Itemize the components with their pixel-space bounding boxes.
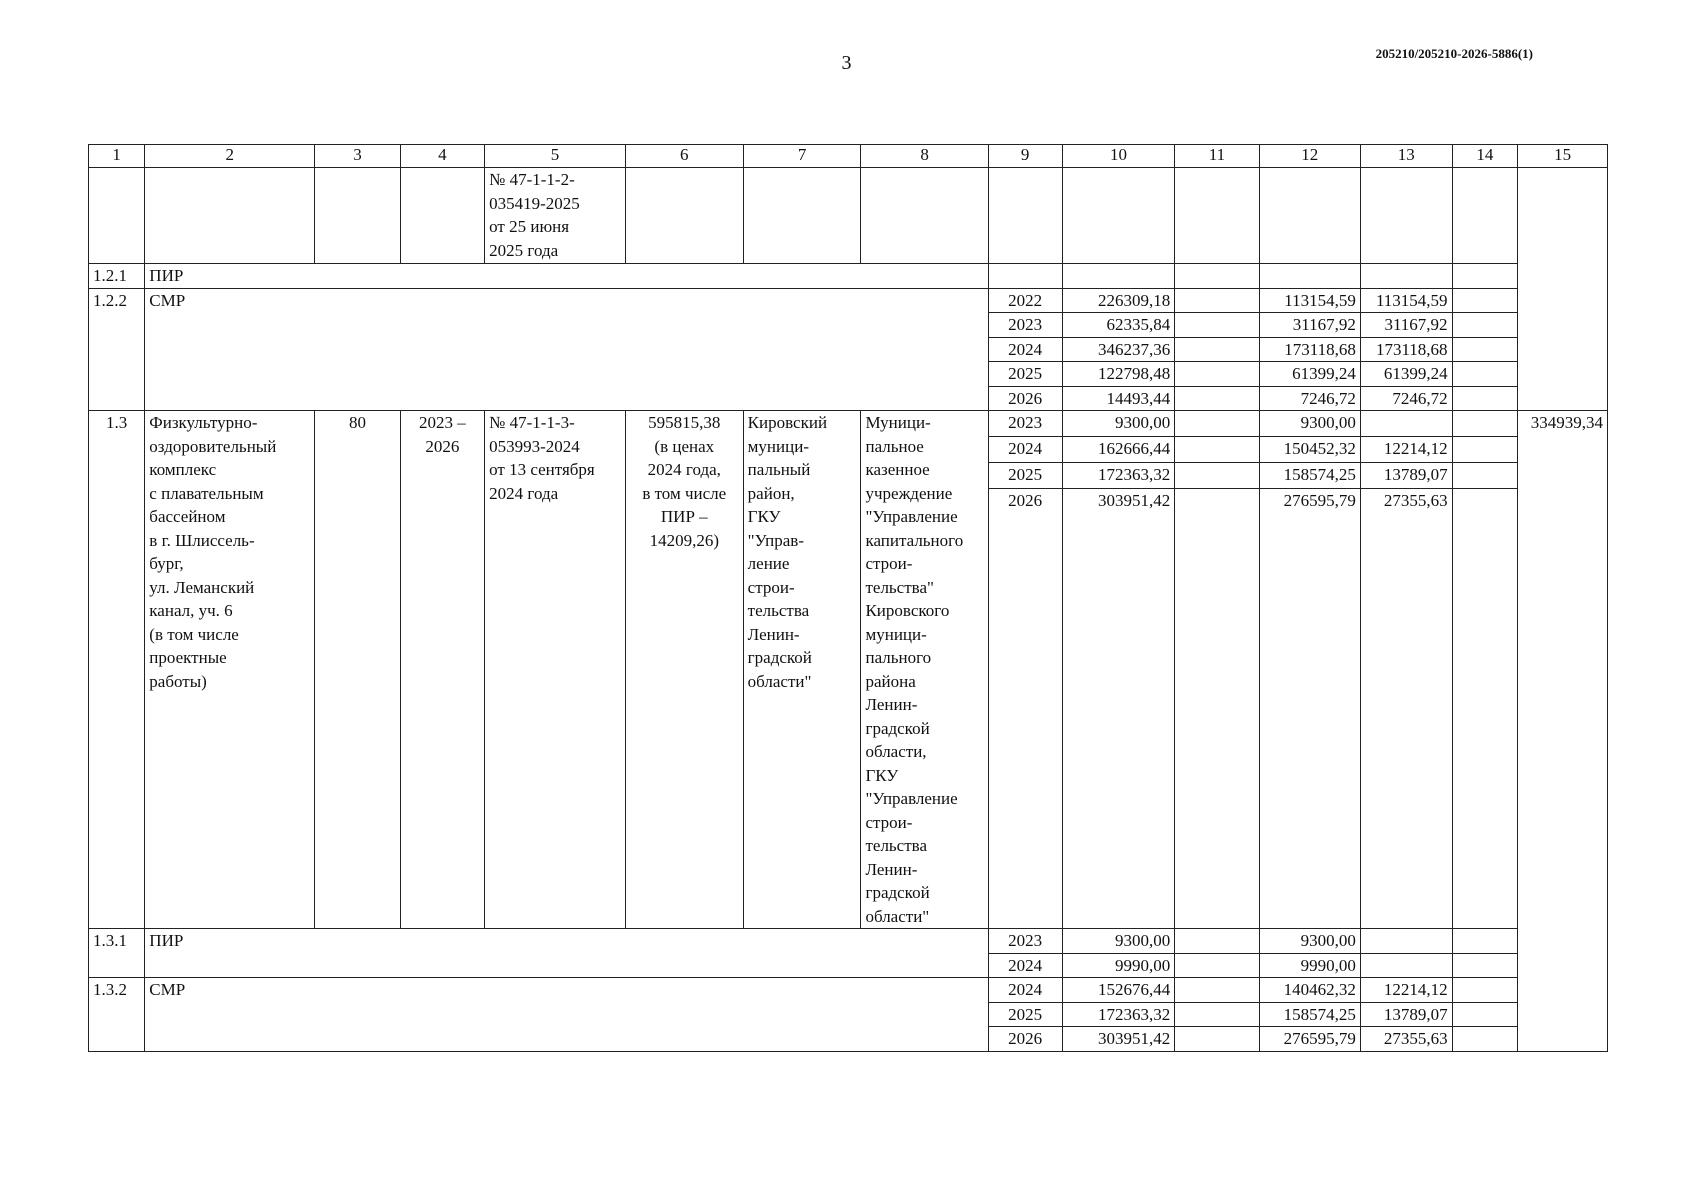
year-cell: 2024 — [988, 953, 1062, 978]
amount-cell: 140462,32 — [1259, 978, 1360, 1003]
year-cell: 2023 — [988, 411, 1062, 437]
amount-cell: 31167,92 — [1259, 313, 1360, 338]
period-cell: 2023 – 2026 — [400, 411, 484, 929]
amount-cell: 9990,00 — [1062, 953, 1175, 978]
row-name: СМР — [145, 978, 988, 1052]
col-header: 6 — [625, 145, 743, 168]
amount-cell: 158574,25 — [1259, 463, 1360, 489]
amount-cell: 303951,42 — [1062, 489, 1175, 929]
row-number: 1.3.1 — [89, 929, 145, 978]
row-number: 1.2.1 — [89, 264, 145, 289]
row-name: ПИР — [145, 264, 988, 289]
row-number: 1.3.2 — [89, 978, 145, 1052]
amount-cell: 173118,68 — [1360, 337, 1452, 362]
amount-cell: 7246,72 — [1360, 386, 1452, 411]
customer-cell: Кировский муници- пальный район, ГКУ "Управ- ление строи- тельства Ленин- градской области" — [743, 411, 861, 929]
amount-cell: 62335,84 — [1062, 313, 1175, 338]
table-row-1-3 — [89, 411, 1608, 437]
col-header: 15 — [1518, 145, 1608, 168]
amount-cell — [1360, 929, 1452, 954]
amount-cell: 172363,32 — [1062, 1002, 1175, 1027]
amount-cell: 13789,07 — [1360, 463, 1452, 489]
col15-total: 334939,34 — [1518, 411, 1608, 1052]
amount-cell: 27355,63 — [1360, 1027, 1452, 1052]
col-header: 10 — [1062, 145, 1175, 168]
amount-cell: 9300,00 — [1259, 929, 1360, 954]
table-row-1-3-2 — [89, 978, 1608, 1003]
capacity-cell: 80 — [315, 411, 400, 929]
col-header: 7 — [743, 145, 861, 168]
col-header: 14 — [1452, 145, 1518, 168]
amount-cell: 122798,48 — [1062, 362, 1175, 387]
object-name: Физкультурно- оздоровительный комплекс с плавательным бассейном в г. Шлиссель- бург, ул. Леманский канал, уч. 6 (в том числе проектные работы) — [145, 411, 315, 929]
year-cell: 2022 — [988, 288, 1062, 313]
page-number: 3 — [841, 52, 852, 74]
year-cell: 2024 — [988, 978, 1062, 1003]
year-cell: 2024 — [988, 437, 1062, 463]
col-header: 1 — [89, 145, 145, 168]
amount-cell: 276595,79 — [1259, 1027, 1360, 1052]
amount-cell: 152676,44 — [1062, 978, 1175, 1003]
amount-cell: 61399,24 — [1360, 362, 1452, 387]
amount-cell: 9300,00 — [1062, 411, 1175, 437]
col-header: 4 — [400, 145, 484, 168]
amount-cell — [1360, 953, 1452, 978]
col-header: 5 — [485, 145, 626, 168]
amount-cell: 9300,00 — [1259, 411, 1360, 437]
year-cell: 2026 — [988, 1027, 1062, 1052]
amount-cell: 303951,42 — [1062, 1027, 1175, 1052]
year-cell: 2025 — [988, 1002, 1062, 1027]
amount-cell: 150452,32 — [1259, 437, 1360, 463]
amount-cell: 9300,00 — [1062, 929, 1175, 954]
amount-cell: 113154,59 — [1360, 288, 1452, 313]
amount-cell: 61399,24 — [1259, 362, 1360, 387]
row-number: 1.2.2 — [89, 288, 145, 411]
amount-cell: 162666,44 — [1062, 437, 1175, 463]
col-header: 12 — [1259, 145, 1360, 168]
amount-cell: 226309,18 — [1062, 288, 1175, 313]
col15-empty — [1518, 168, 1608, 411]
amount-cell: 276595,79 — [1259, 489, 1360, 929]
developer-cell: Муници- пальное казенное учреждение "Управление капитального строи- тельства" Кировского муници- пального района Ленин- градской области, ГКУ "Управление строи- тельства Ленин- градской области" — [861, 411, 988, 929]
row-name: СМР — [145, 288, 988, 411]
amount-cell: 12214,12 — [1360, 437, 1452, 463]
year-cell: 2025 — [988, 362, 1062, 387]
row-number: 1.3 — [89, 411, 145, 929]
col-header: 8 — [861, 145, 988, 168]
year-cell: 2026 — [988, 489, 1062, 929]
table-row-1-3-1 — [89, 929, 1608, 954]
amount-cell: 7246,72 — [1259, 386, 1360, 411]
amount-cell: 9990,00 — [1259, 953, 1360, 978]
table-row-1-2-2 — [89, 288, 1608, 313]
table-row-1-2-1 — [89, 264, 1608, 289]
year-cell: 2023 — [988, 929, 1062, 954]
permit-cell: № 47-1-1-2- 035419-2025 от 25 июня 2025 года — [485, 168, 626, 264]
col-header: 11 — [1175, 145, 1259, 168]
amount-cell: 158574,25 — [1259, 1002, 1360, 1027]
amount-cell: 173118,68 — [1259, 337, 1360, 362]
amount-cell: 172363,32 — [1062, 463, 1175, 489]
column-number-row — [89, 145, 1608, 168]
amount-cell: 12214,12 — [1360, 978, 1452, 1003]
col-header: 13 — [1360, 145, 1452, 168]
investment-table-sheet — [88, 144, 1608, 1052]
table-row-1-2-continued — [89, 168, 1608, 264]
col-header: 9 — [988, 145, 1062, 168]
col-header: 3 — [315, 145, 400, 168]
amount-cell: 27355,63 — [1360, 489, 1452, 929]
year-cell: 2025 — [988, 463, 1062, 489]
amount-cell: 113154,59 — [1259, 288, 1360, 313]
document-id: 205210/205210-2026-5886(1) — [1375, 46, 1533, 61]
col-header: 2 — [145, 145, 315, 168]
investment-table — [88, 144, 1608, 1052]
amount-cell: 31167,92 — [1360, 313, 1452, 338]
estimated-cost-cell: 595815,38 (в ценах 2024 года, в том числе ПИР – 14209,26) — [625, 411, 743, 929]
amount-cell: 346237,36 — [1062, 337, 1175, 362]
year-cell: 2023 — [988, 313, 1062, 338]
amount-cell: 14493,44 — [1062, 386, 1175, 411]
permit-cell: № 47-1-1-3- 053993-2024 от 13 сентября 2024 года — [485, 411, 626, 929]
row-name: ПИР — [145, 929, 988, 978]
year-cell: 2024 — [988, 337, 1062, 362]
year-cell: 2026 — [988, 386, 1062, 411]
amount-cell — [1360, 411, 1452, 437]
amount-cell: 13789,07 — [1360, 1002, 1452, 1027]
